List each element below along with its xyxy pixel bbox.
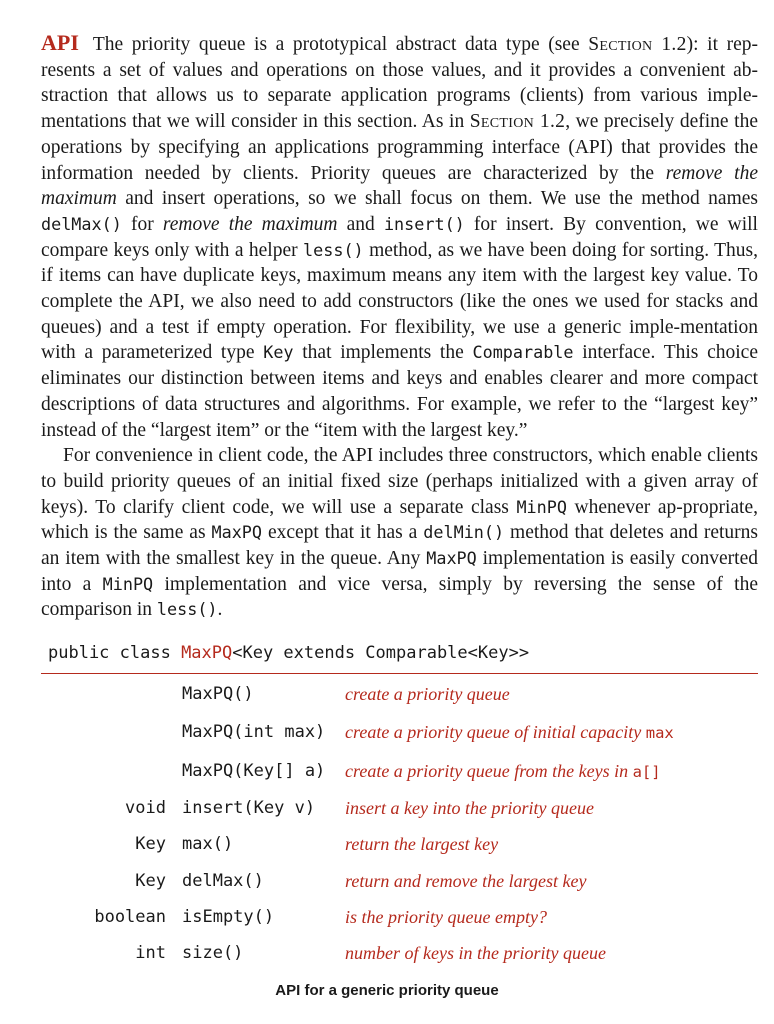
return-type: Key (135, 834, 166, 854)
inline-code: delMax() (41, 213, 122, 234)
emphasis: remove the maximum (162, 213, 338, 235)
inline-code: MaxPQ (211, 522, 263, 543)
inline-code: less() (156, 599, 218, 620)
inline-code: insert() (383, 213, 465, 234)
description-text: create a priority queue (345, 684, 510, 704)
api-row (0, 943, 774, 969)
api-row (0, 761, 774, 787)
text-run: for (121, 213, 163, 235)
section-reference: Section 1.2 (469, 111, 566, 133)
inline-code: MinPQ (102, 573, 154, 594)
inline-code: delMin() (423, 522, 505, 543)
method-description (345, 943, 606, 964)
method-description (345, 722, 674, 743)
method-description (345, 871, 586, 892)
api-row (0, 722, 774, 748)
text-run: interface. This choice eliminates our distinction between items and keys and enables clearer and more compact descriptions of data structures and algorithms. For example, we refer to the “largest key” instead of the “largest item” or the “item with the largest key.” (41, 342, 758, 441)
api-row (0, 684, 774, 710)
figure-caption: API for a generic priority queue (275, 982, 499, 999)
inline-code: MaxPQ (426, 548, 477, 569)
inline-code: less() (303, 239, 364, 260)
text-run: method that deletes and returns an item with the smallest key in the queue. Any (41, 522, 758, 570)
text-run: implementation is easily converted into a (41, 548, 758, 595)
text-run: and (337, 213, 384, 235)
api-table-rule (41, 673, 758, 674)
paragraph-api-intro (41, 30, 758, 443)
section-reference: Section 1.2 (588, 34, 687, 55)
description-text: return the largest key (345, 834, 499, 854)
api-row (0, 871, 774, 897)
inline-code: Key (263, 342, 294, 363)
text-run: . (217, 599, 223, 621)
method-signature: delMax() (182, 871, 264, 891)
text-run: except that it has a (262, 522, 424, 544)
method-signature: isEmpty() (182, 907, 275, 927)
return-type: boolean (94, 907, 166, 927)
signature-suffix: <Key extends Comparable<Key>> (232, 643, 530, 663)
method-description (345, 761, 661, 782)
body-text (41, 30, 758, 623)
text-run: The priority queue is a prototypical abstract data type (see (92, 34, 589, 55)
method-signature: MaxPQ() (182, 684, 254, 704)
text-run: for insert. By convention, we will compare keys only with a helper (41, 213, 758, 261)
description-text: is the priority queue empty? (345, 907, 547, 927)
return-type: void (125, 798, 166, 818)
paragraph-constructors (41, 443, 758, 623)
description-text: return and remove the largest key (345, 871, 587, 891)
api-row (0, 907, 774, 933)
inline-code: Comparable (472, 342, 574, 363)
method-signature: max() (182, 834, 234, 854)
description-text: create a priority queue from the keys in (345, 761, 633, 781)
method-description (345, 684, 510, 705)
emphasis: remove the maximum (41, 162, 758, 210)
description-text: insert a key into the priority queue (345, 798, 594, 818)
api-row (0, 798, 774, 824)
method-description (345, 834, 498, 855)
text-run: that implements the (293, 342, 473, 364)
description-code: a[] (632, 763, 661, 781)
method-signature: insert(Key v) (182, 798, 316, 818)
text-run: and insert operations, so we shall focus on them. We use the method names (116, 188, 758, 210)
text-run: ): it rep-resents a set of values and operations on those values, and it provides a convenient ab-straction that allows us to separate application programs (clients) from various imple-mentations that we will consider in this section. As in (41, 34, 758, 133)
method-description (345, 798, 594, 819)
text-run: method, as we have been doing for sorting. Thus, if items can have duplicate keys, maximum means any item with the largest key value. To complete the API, we also need to add constructors (like the ones we used for stacks and queues) and a test if empty operation. For flexibility, we use a generic imple-mentation with a parameterized type (41, 239, 758, 364)
api-class-signature (48, 643, 529, 663)
api-row (0, 834, 774, 860)
description-code: max (645, 724, 674, 742)
signature-prefix: public class (48, 643, 182, 663)
return-type: int (135, 943, 166, 963)
description-text: number of keys in the priority queue (345, 943, 606, 963)
method-signature: size() (182, 943, 244, 963)
method-signature: MaxPQ(Key[] a) (182, 761, 326, 781)
section-label: API (41, 30, 79, 55)
class-name: MaxPQ (181, 643, 233, 663)
return-type: Key (135, 871, 166, 891)
method-signature: MaxPQ(int max) (182, 722, 326, 742)
method-description (345, 907, 547, 928)
text-run: implementation and vice versa, simply by reversing the sense of the comparison in (41, 573, 758, 621)
inline-code: MinPQ (516, 496, 567, 517)
description-text: create a priority queue of initial capacity (345, 722, 646, 742)
text-run: whenever ap-propriate, which is the same as (41, 496, 759, 544)
text-run: , we precisely define the operations by specifying an applications programming interface (API) that provides the information needed by clients. Priority queues are characterized by the (41, 111, 758, 184)
text-run: For convenience in client code, the API includes three constructors, which enable clients to build priority queues of an initial fixed size (perhaps initialized with a given array of keys). To clarify client code, we will use a separate class (41, 445, 758, 518)
